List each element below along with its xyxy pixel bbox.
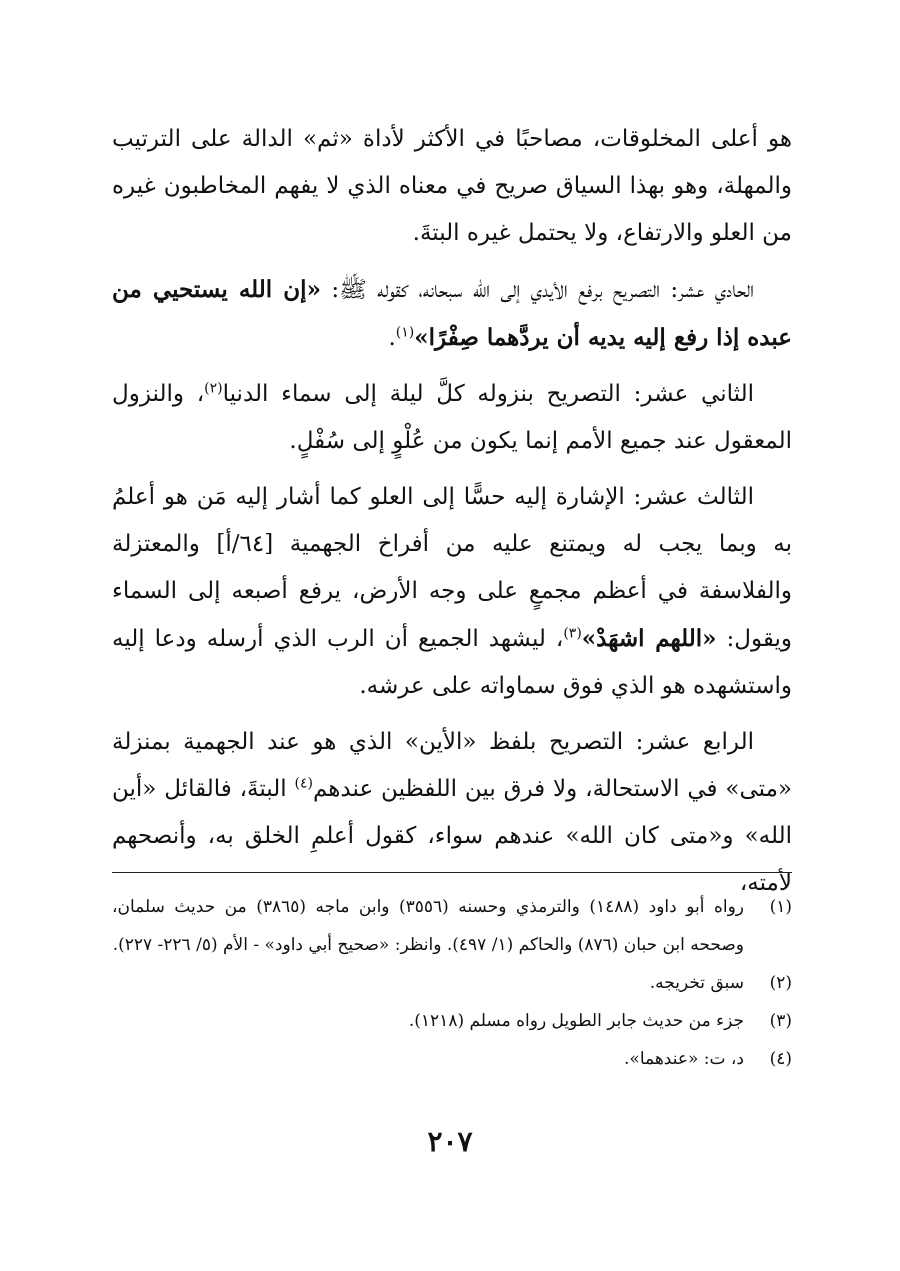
footnote-number: (١) (769, 897, 792, 917)
footnote-ref-4[interactable]: (٤) (294, 775, 313, 792)
footnote-text: سبق تخريجه. (649, 973, 744, 993)
paragraph-text: . (388, 325, 396, 351)
paragraph-thirteenth (112, 474, 792, 710)
paragraph-text: هو أعلى المخلوقات، مصاحبًا في الأكثر لأداة «ثم» الدالة على الترتيب والمهلة، وهو بهذا السياق صريح في معناه الذي لا يفهم المخاطبون غيره من العلو والارتفاع، ولا يحتمل غيره البتةَ. (112, 126, 792, 246)
paragraph-text: ، ليشهد الجميع أن الرب الذي أرسله ودعا إليه واستشهده هو الذي فوق سماواته على عرشه. (112, 626, 792, 699)
paragraph-eleventh (112, 266, 792, 362)
paragraph-text: البتةَ، فالقائل «أين الله» و«متى كان الله» عندهم سواء، كقول أعلمِ الخلق به، وأنصحهم لأمته، (112, 776, 792, 896)
paragraph-twelfth (112, 371, 792, 465)
footnote-ref-2[interactable]: (٢) (204, 380, 223, 397)
paragraph-text: ، والنزول المعقول عند جميع الأمم إنما يكون من عُلْوٍ إلى سُفْلٍ. (112, 381, 792, 454)
hadith-quote: «اللهم اشهَدْ» (581, 625, 717, 652)
footnote-item (112, 1040, 792, 1078)
footnote-text: د، ت: «عندهما». (624, 1049, 744, 1069)
footnote-item (112, 1002, 792, 1040)
footnote-ref-1[interactable]: (١) (395, 324, 415, 341)
footnote-number: (٤) (769, 1049, 792, 1069)
paragraph-text: الرابع عشر: التصريح بلفظ «الأين» الذي هو عند الجهمية بمنزلة «متى» في الاستحالة، ولا فرق بين اللفظين عندهم (112, 729, 792, 802)
paragraph-continuation (112, 116, 792, 257)
hadith-quote: «إن الله يستحيي من عبده إذا رفع إليه يديه أن يردَّهما صِفْرًا» (112, 276, 792, 351)
footnote-number: (٣) (769, 1011, 792, 1031)
paragraph-text: الثاني عشر: التصريح بنزوله كلَّ ليلة إلى سماء الدنيا (222, 381, 754, 407)
main-text (112, 116, 792, 916)
paragraph-fourteenth (112, 719, 792, 907)
paragraph-text: الثالث عشر: الإشارة إليه حسًّا إلى العلو كما أشار إليه مَن هو أعلمُ به وبما يجب له ويمتنع عليه من أفراخ الجهمية [٦٤/أ] والمعتزلة والفلاسفة في أعظم مجمعٍ على وجه الأرض، يرفع أصبعه إلى السماء ويقول: (112, 484, 793, 652)
page-number: ٢٠٧ (427, 1125, 473, 1158)
footnotes (112, 888, 792, 1078)
paragraph-text: الحادي عشر: التصريح برفع الأيدي إلى الله سبحانه، كقوله ﷺ: (320, 277, 754, 303)
footnote-text: رواه أبو داود (١٤٨٨) والترمذي وحسنه (٣٥٥٦) وابن ماجه (٣٨٦٥) من حديث سلمان، وصححه ابن حبان (٨٧٦) والحاكم (١/ ٤٩٧). وانظر: «صحيح أبي داود» - الأم (٥/ ٢٢٦- ٢٢٧). (112, 897, 744, 955)
footnote-item (112, 964, 792, 1002)
footnote-text: جزء من حديث جابر الطويل رواه مسلم (١٢١٨). (408, 1011, 744, 1031)
footnote-number: (٢) (769, 973, 792, 993)
footnote-ref-3[interactable]: (٣) (563, 625, 582, 642)
footnote-separator (112, 872, 792, 873)
footnote-item (112, 888, 792, 964)
